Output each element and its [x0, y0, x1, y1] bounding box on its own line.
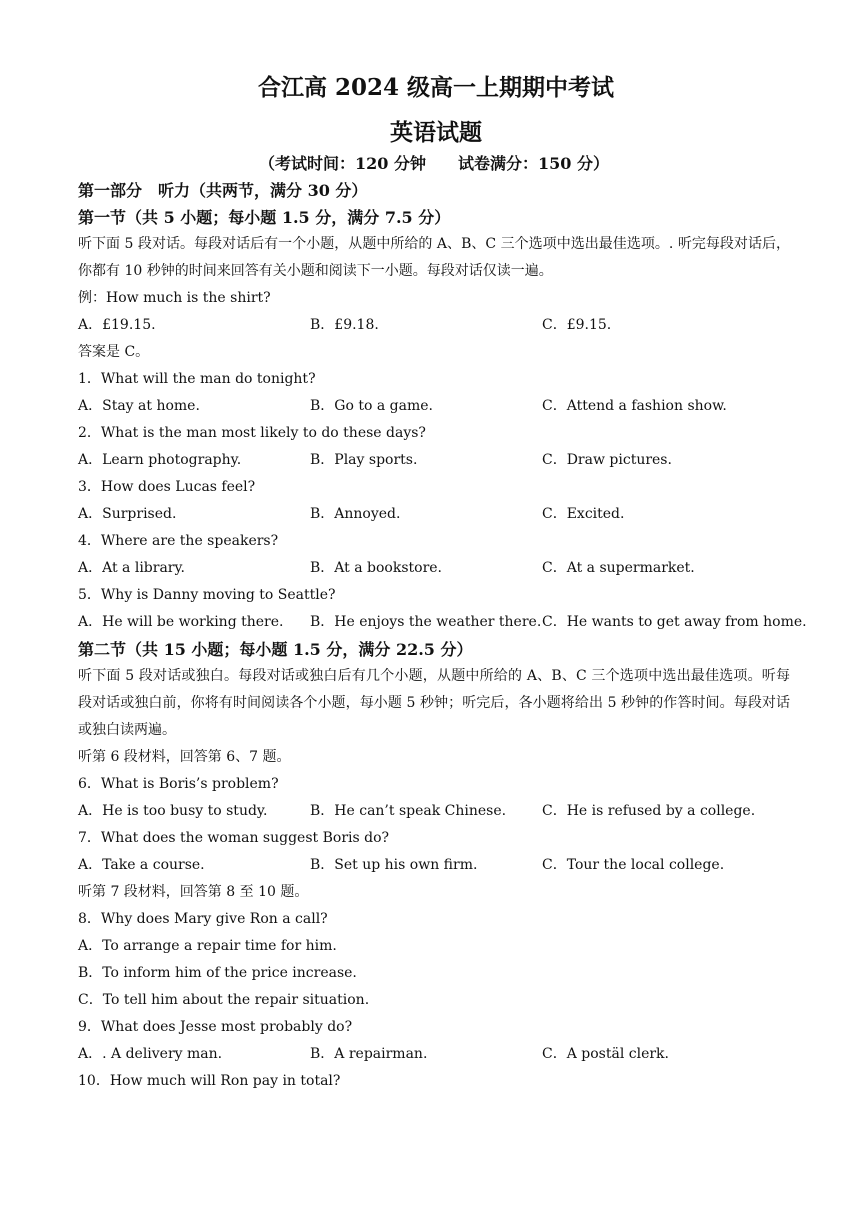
section-2-instruction: 听下面 5 段对话或独白。每段对话或独白后有几个小题，从题中所给的 A、B、C 三个选项中选出最佳选项。听每段对话或独白前，你将有时间阅读各个小题，每小题 5 秒钟；听完后，各小题将给出 5 秒钟的作答时间。每段对话或独白读两遍。 [78, 668, 790, 738]
question-5: 5．Why is Danny moving to Seattle? [78, 587, 336, 603]
option-c: C．Attend a fashion show. [542, 398, 727, 414]
question-9: 9．What does Jesse most probably do? [78, 1019, 353, 1035]
question-8: 8．Why does Mary give Ron a call? [78, 911, 328, 927]
material-6-note: 听第 6 段材料，回答第 6、7 题。 [78, 749, 291, 765]
option-a: A．Take a course. [78, 857, 205, 873]
question-6: 6．What is Boris’s problem? [78, 776, 279, 792]
option-b: B．Play sports. [310, 452, 418, 468]
question-1: 1．What will the man do tonight? [78, 371, 316, 387]
option-b: B．£9.18. [310, 317, 379, 333]
question-9-options [78, 1041, 790, 1068]
exam-title: 合江高 2024 级高一上期期中考试 [257, 74, 615, 101]
option-a: A．£19.15. [78, 317, 156, 333]
option-b: B．Set up his own firm. [310, 857, 478, 873]
option-c: C．Draw pictures. [542, 452, 672, 468]
option-c: C．He is refused by a college. [542, 803, 756, 819]
option-c: C．£9.15. [542, 317, 612, 333]
question-2-options [78, 447, 790, 474]
question-3: 3．How does Lucas feel? [78, 479, 256, 495]
option-a: A．At a library. [78, 560, 185, 576]
option-b: B．Go to a game. [310, 398, 433, 414]
section-1-title: 第一节（共 5 小题；每小题 1.5 分，满分 7.5 分） [78, 208, 451, 227]
option-a: A．. A delivery man. [78, 1046, 223, 1062]
question-2: 2．What is the man most likely to do these days? [78, 425, 426, 441]
question-1-options [78, 393, 790, 420]
example-question: 例：How much is the shirt? [78, 290, 271, 306]
option-b: B．A repairman. [310, 1046, 428, 1062]
option-b: B．He enjoys the weather there. [310, 614, 542, 630]
option-a: A．He is too busy to study. [78, 803, 268, 819]
question-8-option-c: C．To tell him about the repair situation. [78, 992, 370, 1008]
question-10: 10．How much will Ron pay in total? [78, 1073, 341, 1089]
exam-subject: 英语试题 [390, 119, 482, 146]
option-a: A．Stay at home. [78, 398, 200, 414]
example-answer: 答案是 C。 [78, 344, 150, 360]
section-2-title: 第二节（共 15 小题；每小题 1.5 分，满分 22.5 分） [78, 640, 473, 659]
section-1-instruction: 听下面 5 段对话。每段对话后有一个小题，从题中所给的 A、B、C 三个选项中选出最佳选项。. 听完每段对话后，你都有 10 秒钟的时间来回答有关小题和阅读下一小题。每段对话仅读一遍。 [78, 236, 790, 279]
question-7: 7．What does the woman suggest Boris do? [78, 830, 390, 846]
option-c: C．A postäl clerk. [542, 1046, 669, 1062]
question-8-option-b: B．To inform him of the price increase. [78, 965, 357, 981]
example-options [78, 312, 790, 339]
part-title: 第一部分 听力（共两节，满分 30 分） [78, 181, 368, 200]
question-4-options [78, 555, 790, 582]
option-b: B．At a bookstore. [310, 560, 442, 576]
option-c: C．At a supermarket. [542, 560, 695, 576]
option-c: C．Tour the local college. [542, 857, 725, 873]
option-a: A．He will be working there. [78, 614, 284, 630]
material-7-note: 听第 7 段材料，回答第 8 至 10 题。 [78, 884, 309, 900]
question-7-options [78, 852, 790, 879]
option-b: B．He can’t speak Chinese. [310, 803, 507, 819]
question-5-options [78, 609, 807, 636]
question-6-options [78, 798, 790, 825]
option-a: A．Surprised. [78, 506, 177, 522]
option-b: B．Annoyed. [310, 506, 401, 522]
question-4: 4．Where are the speakers? [78, 533, 279, 549]
option-a: A．Learn photography. [78, 452, 242, 468]
option-c: C．Excited. [542, 506, 625, 522]
option-c: C．He wants to get away from home. [542, 614, 807, 630]
question-3-options [78, 501, 790, 528]
exam-page [78, 72, 807, 1095]
exam-meta: （考试时间：120 分钟 试卷满分：150 分） [259, 154, 609, 173]
question-8-option-a: A．To arrange a repair time for him. [78, 938, 337, 954]
